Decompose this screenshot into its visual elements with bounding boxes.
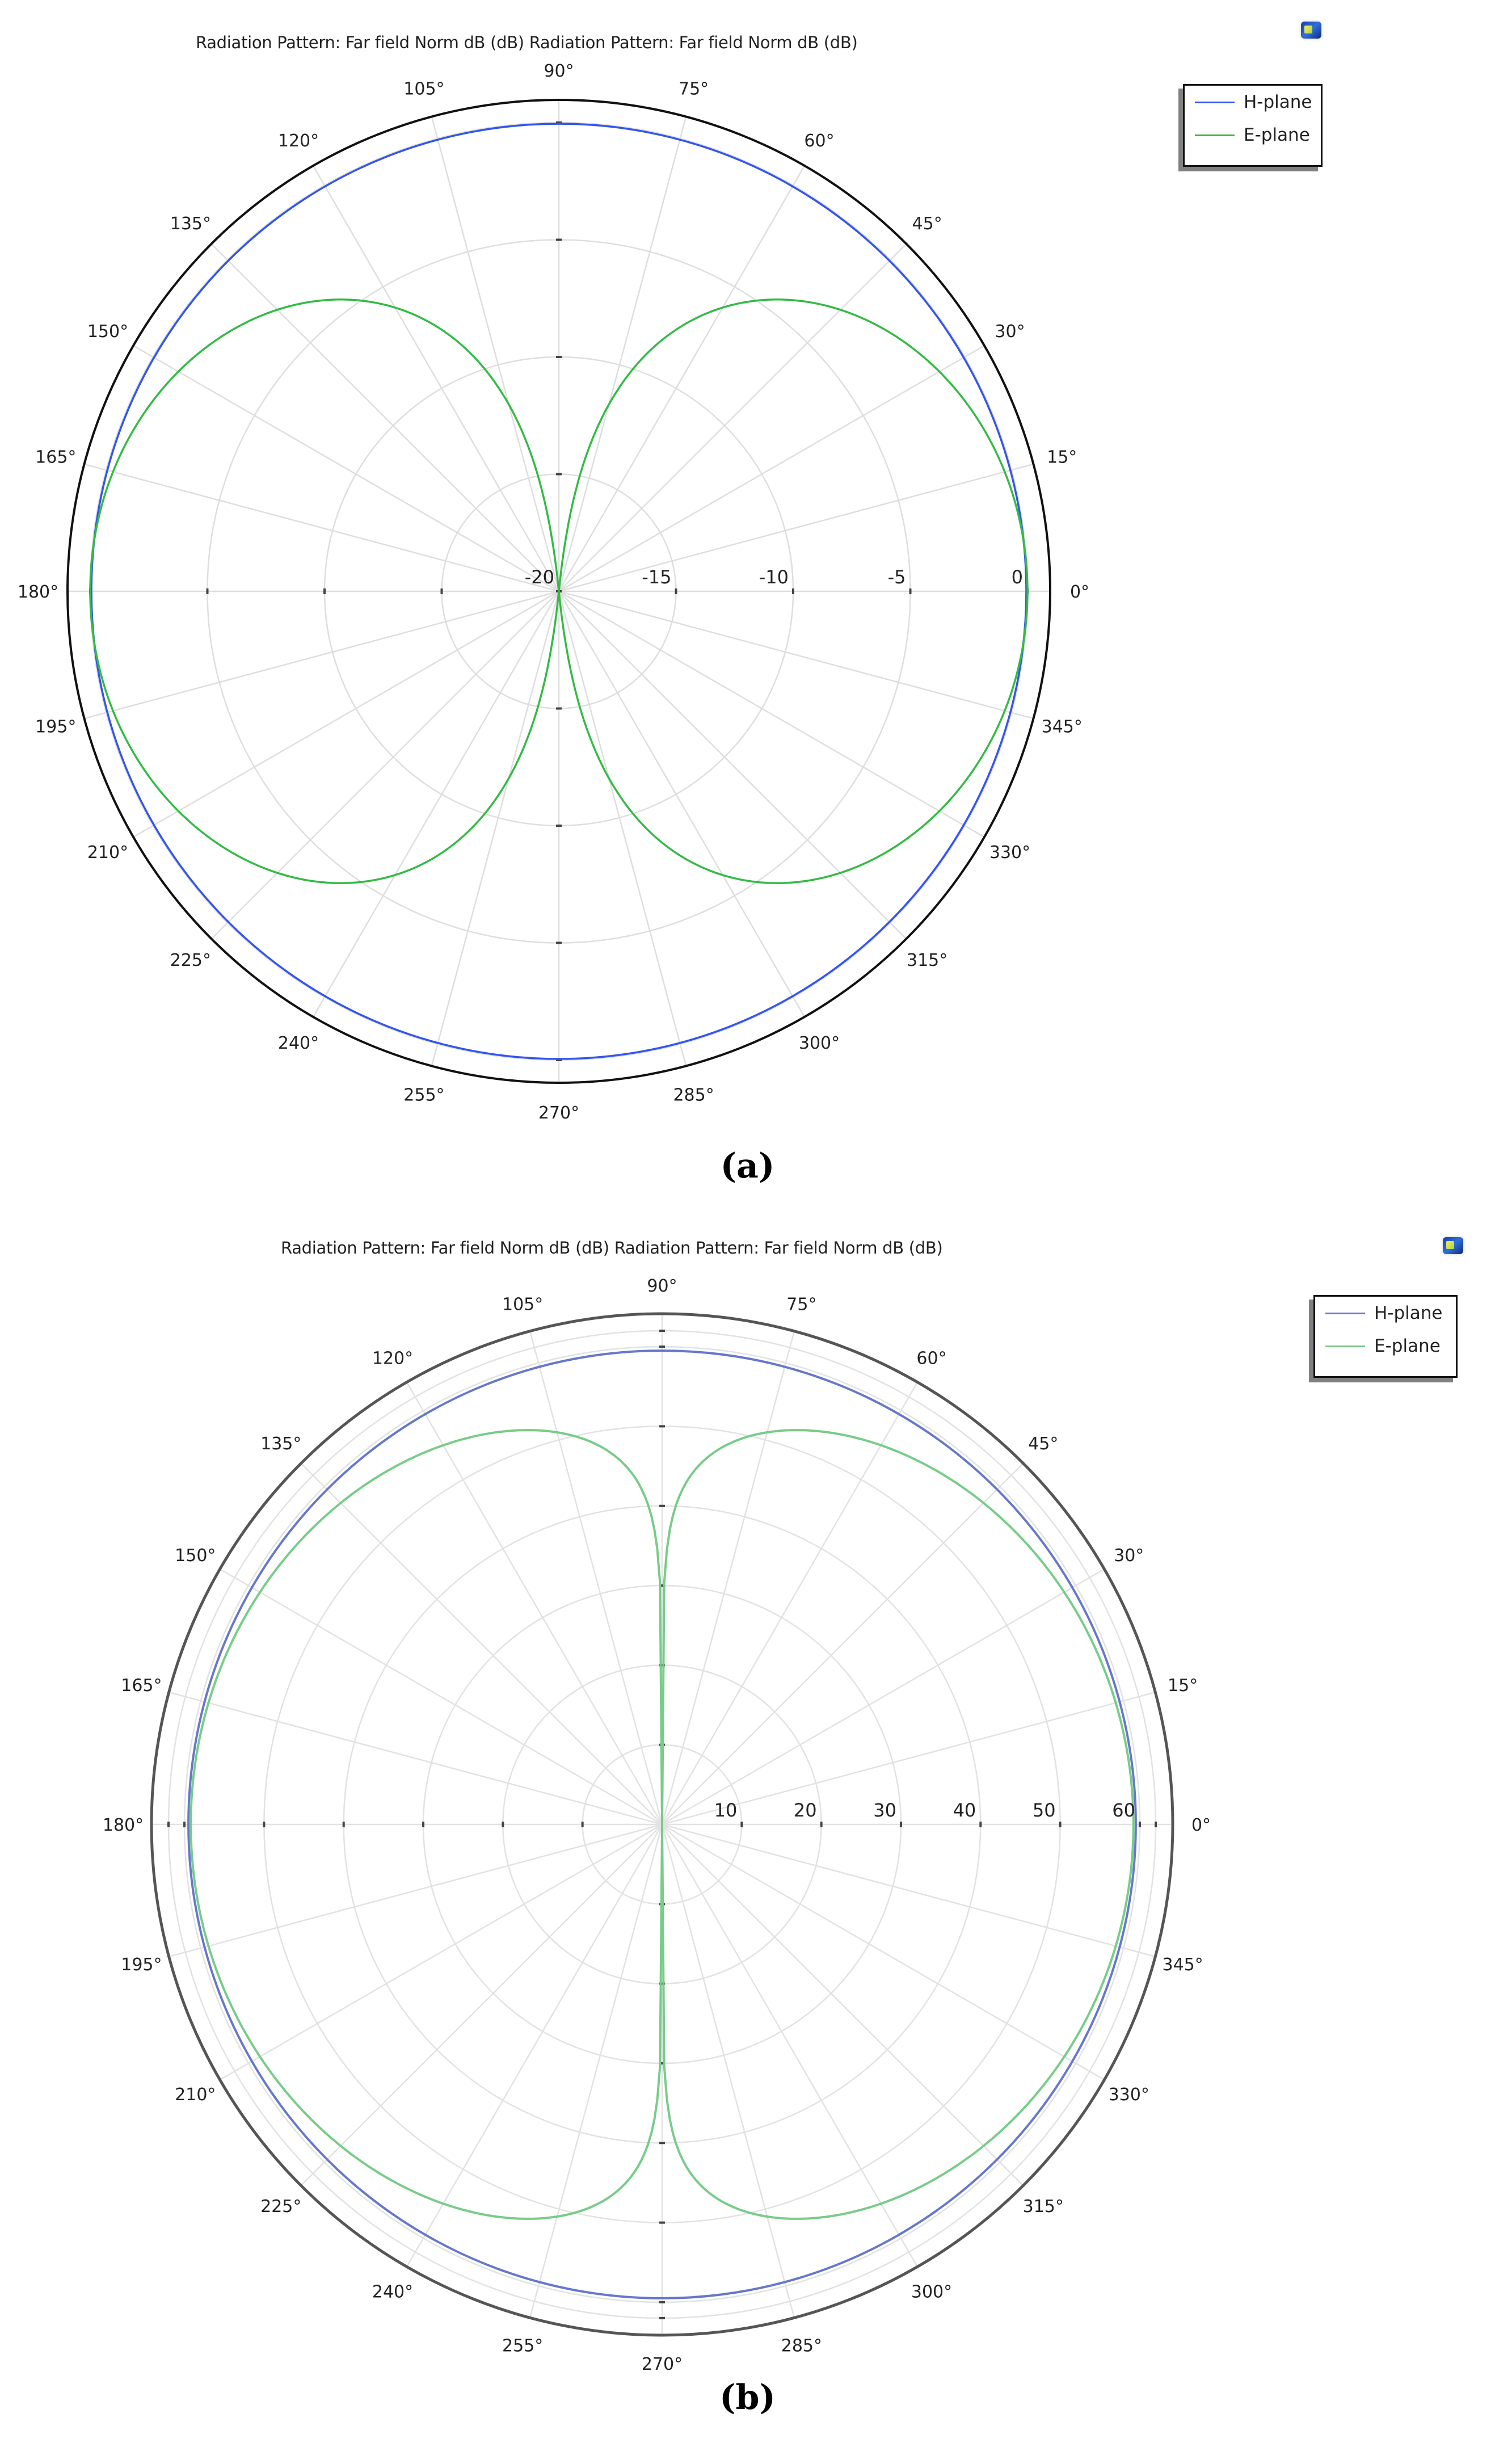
radial-tick-label: 30: [873, 1799, 896, 1821]
angle-tick-label: 345°: [1162, 1954, 1203, 1975]
angle-tick-label: 255°: [502, 2336, 544, 2356]
angle-tick-label: 45°: [912, 213, 942, 234]
angle-tick-label: 180°: [17, 582, 59, 602]
angle-tick-label: 60°: [804, 131, 835, 151]
angle-tick-label: 195°: [121, 1954, 162, 1975]
angle-tick-label: 90°: [647, 1276, 677, 1296]
panel-a: [0, 0, 1495, 1226]
angle-tick-label: 45°: [1028, 1434, 1059, 1454]
angle-tick-label: 90°: [544, 61, 574, 81]
angle-tick-label: 30°: [995, 322, 1025, 342]
radial-tick-label: 50: [1032, 1799, 1056, 1821]
radial-tick-label: 20: [793, 1799, 817, 1821]
panel-b: [0, 1226, 1495, 2464]
angle-tick-label: 105°: [403, 79, 445, 99]
angle-tick-label: 330°: [1108, 2085, 1149, 2105]
angle-tick-label: 195°: [35, 717, 77, 737]
radial-tick-label: -5: [887, 566, 906, 588]
angle-tick-label: 210°: [175, 2085, 216, 2105]
angle-tick-label: 210°: [87, 843, 129, 863]
angle-tick-label: 0°: [1069, 582, 1090, 602]
angle-tick-label: 165°: [35, 447, 77, 468]
angle-tick-label: 300°: [911, 2282, 953, 2302]
angle-tick-label: 300°: [798, 1033, 840, 1054]
angle-tick-label: 255°: [403, 1085, 445, 1105]
radial-tick-label: 10: [714, 1799, 738, 1821]
angle-tick-label: 15°: [1047, 447, 1077, 468]
radial-tick-label: -20: [524, 566, 554, 588]
angle-tick-label: 270°: [641, 2354, 683, 2374]
legend-label: H-plane: [1244, 92, 1312, 112]
angle-tick-label: 225°: [260, 2196, 302, 2217]
legend-label: E-plane: [1244, 125, 1310, 145]
angle-tick-label: 285°: [673, 1085, 714, 1105]
figure-caption: (a): [720, 1146, 775, 1186]
angle-tick-label: 75°: [679, 79, 709, 99]
angle-tick-label: 330°: [989, 843, 1031, 863]
angle-tick-label: 345°: [1041, 717, 1083, 737]
angle-tick-label: 135°: [170, 213, 212, 234]
angle-tick-label: 240°: [277, 1033, 319, 1054]
radial-tick-label: -10: [759, 566, 789, 588]
angle-tick-label: 15°: [1168, 1676, 1198, 1696]
figure-caption: (b): [719, 2378, 776, 2417]
legend-label: E-plane: [1374, 1336, 1441, 1356]
angle-tick-label: 60°: [916, 1348, 947, 1369]
legend-label: H-plane: [1374, 1303, 1443, 1323]
plot-title: Radiation Pattern: Far field Norm dB (dB) Radiation Pattern: Far field Norm dB (dB): [196, 33, 858, 52]
angle-tick-label: 105°: [502, 1294, 544, 1315]
angle-tick-label: 315°: [1022, 2196, 1064, 2217]
polar-plot-b: [0, 1226, 1495, 2464]
angle-tick-label: 180°: [102, 1815, 144, 1835]
angle-tick-label: 0°: [1191, 1815, 1211, 1835]
angle-tick-label: 135°: [260, 1434, 302, 1454]
angle-tick-label: 75°: [786, 1294, 817, 1315]
angle-tick-label: 270°: [538, 1103, 580, 1123]
angle-tick-label: 150°: [175, 1546, 216, 1566]
angle-tick-label: 315°: [906, 951, 948, 971]
angle-tick-label: 240°: [372, 2282, 414, 2302]
angle-tick-label: 165°: [121, 1676, 162, 1696]
radial-tick-label: 40: [953, 1799, 976, 1821]
angle-tick-label: 150°: [87, 322, 129, 342]
radial-tick-label: 0: [1011, 566, 1023, 588]
angle-tick-label: 225°: [170, 951, 212, 971]
radial-tick-label: 60: [1112, 1799, 1135, 1821]
plot-title: Radiation Pattern: Far field Norm dB (dB) Radiation Pattern: Far field Norm dB (dB): [281, 1238, 943, 1258]
angle-tick-label: 120°: [372, 1348, 414, 1369]
angle-tick-label: 120°: [277, 131, 319, 151]
angle-tick-label: 30°: [1114, 1546, 1144, 1566]
radial-tick-label: -15: [642, 566, 672, 588]
angle-tick-label: 285°: [781, 2336, 823, 2356]
polar-plot-a: [0, 0, 1495, 1226]
